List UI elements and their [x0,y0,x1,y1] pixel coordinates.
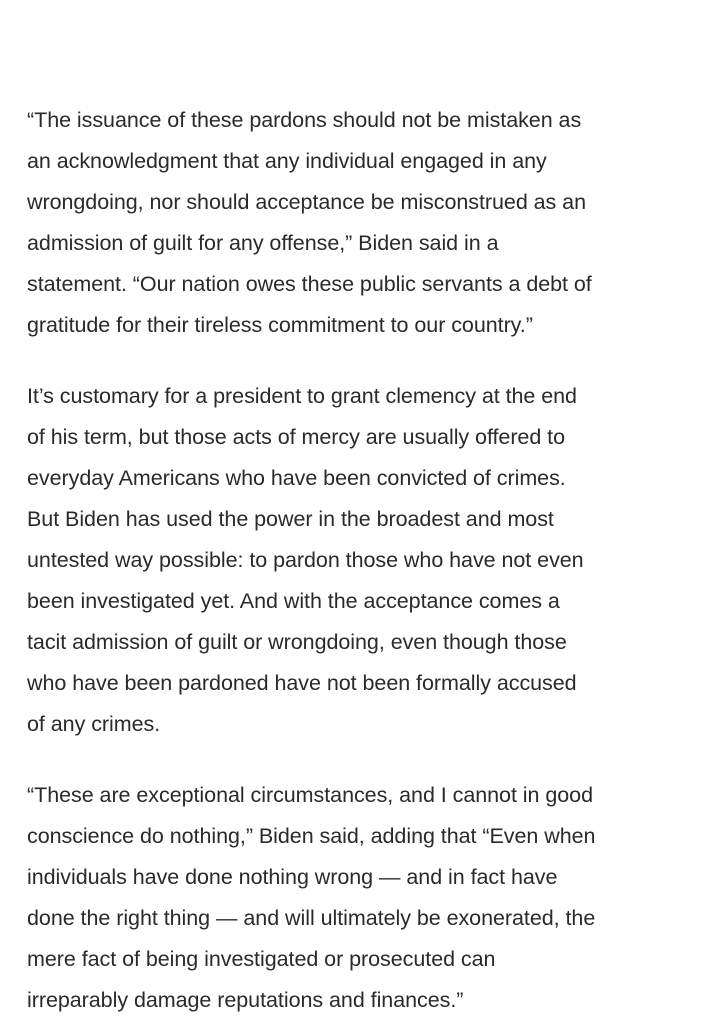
paragraph-line: of his term, but those acts of mercy are usually offered to [27,425,565,449]
paragraph-line: “The issuance of these pardons should not be mistaken as [27,108,582,132]
paragraph-line: statement. “Our nation owes these public servants a debt of [27,272,592,296]
paragraph-line: conscience do nothing,” Biden said, adding that “Even when [27,824,596,848]
paragraph-line: But Biden has used the power in the broadest and most [27,507,554,531]
paragraph-line: individuals have done nothing wrong — and in fact have [27,865,558,889]
paragraph-line: irreparably damage reputations and finances.” [27,988,464,1012]
paragraph-3 [27,775,699,1021]
paragraph-line: gratitude for their tireless commitment to our country.” [27,313,533,337]
article-body [27,100,699,1021]
paragraph-line: tacit admission of guilt or wrongdoing, even though those [27,630,567,654]
paragraph-line: who have been pardoned have not been formally accused [27,671,577,695]
paragraph-line: an acknowledgment that any individual engaged in any [27,149,547,173]
paragraph-2 [27,376,699,745]
paragraph-line: untested way possible: to pardon those who have not even [27,548,584,572]
paragraph-line: wrongdoing, nor should acceptance be misconstrued as an [27,190,586,214]
paragraph-line: been investigated yet. And with the acceptance comes a [27,589,560,613]
paragraph-line: of any crimes. [27,712,161,736]
paragraph-line: “These are exceptional circumstances, and I cannot in good [27,783,593,807]
paragraph-line: mere fact of being investigated or prosecuted can [27,947,496,971]
paragraph-line: done the right thing — and will ultimately be exonerated, the [27,906,596,930]
paragraph-line: everyday Americans who have been convicted of crimes. [27,466,566,490]
paragraph-1 [27,100,699,346]
paragraph-line: It’s customary for a president to grant clemency at the end [27,384,577,408]
paragraph-line: admission of guilt for any offense,” Biden said in a [27,231,499,255]
